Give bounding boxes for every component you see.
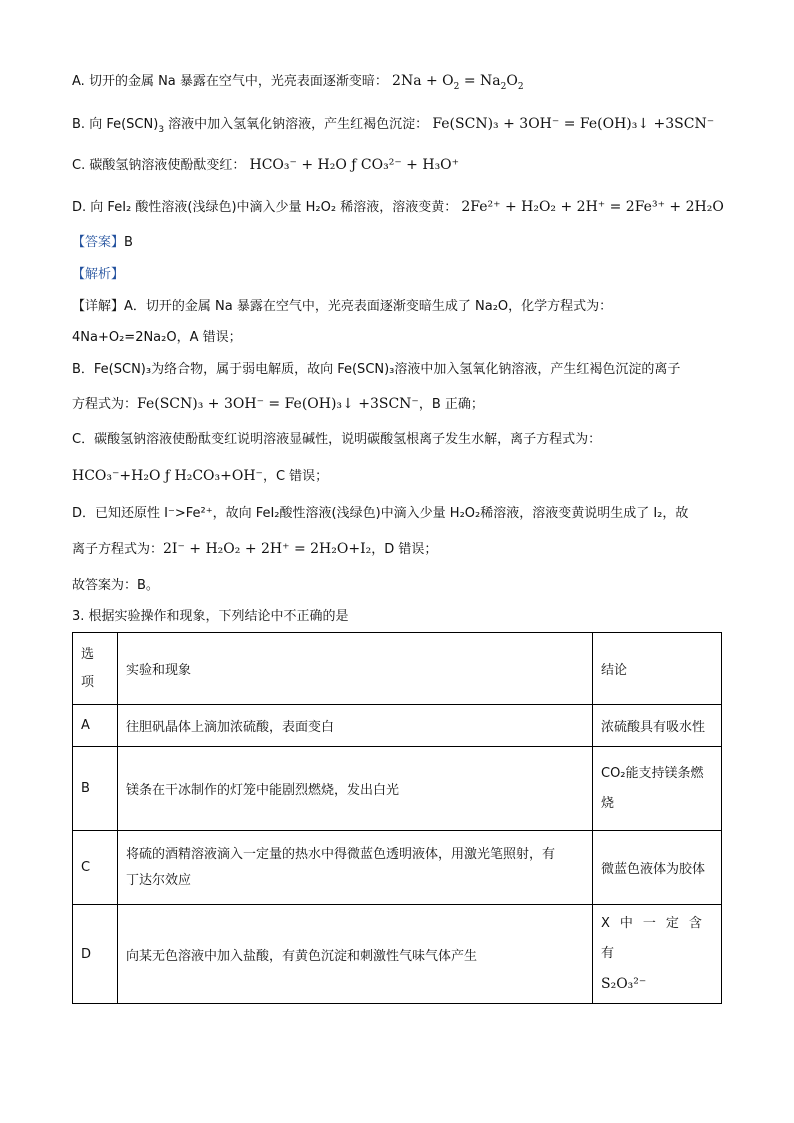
option-d-text: 向 FeI₂ 酸性溶液(浅绿色)中滴入少量 H₂O₂ 稀溶液，溶液变黄： <box>90 200 458 215</box>
table-header-row <box>73 633 722 705</box>
row-c-option: C <box>73 831 118 905</box>
answer-tag: 【答案】 <box>72 235 125 250</box>
explanation-b-line1: B．Fe(SCN)₃为络合物，属于弱电解质，故向 Fe(SCN)₃溶液中加入氢氧化钠溶液，产生红褐色沉淀的离子 <box>72 362 681 377</box>
row-c-experiment: 将硫的酒精溶液滴入一定量的热水中得微蓝色透明液体，用激光笔照射，有 丁达尔效应 <box>118 831 593 905</box>
row-a-option: A <box>73 705 118 747</box>
explanation-a-line1: 【详解】A．切开的金属 Na 暴露在空气中，光亮表面逐渐变暗生成了 Na₂O，化学方程式为： <box>72 299 613 314</box>
explanation-d-line1: D．已知还原性 I⁻>Fe²⁺，故向 FeI₂酸性溶液(浅绿色)中滴入少量 H₂O₂稀溶液，溶液变黄说明生成了 I₂，故 <box>72 506 689 521</box>
header-experiment: 实验和现象 <box>118 633 593 705</box>
table-row <box>73 831 722 905</box>
explanation-d-equation: 2I⁻ + H₂O₂ + 2H⁺ = 2H₂O+I₂ <box>163 541 372 557</box>
option-c-label: C. <box>72 158 86 173</box>
experiment-table <box>72 632 722 1004</box>
option-c-text: 碳酸氢钠溶液使酚酞变红： <box>89 158 246 173</box>
explanation-c-line1: C．碳酸氢钠溶液使酚酞变红说明溶液显碱性，说明碳酸氢根离子发生水解，离子方程式为： <box>72 432 602 447</box>
row-d-conclusion: X中一定含有 S₂O₃²⁻ <box>593 905 722 1004</box>
detail-tag: 【详解】 <box>72 299 125 314</box>
row-b-option: B <box>73 747 118 831</box>
row-a-conclusion: 浓硫酸具有吸水性 <box>593 705 722 747</box>
row-a-experiment: 往胆矾晶体上滴加浓硫酸，表面变白 <box>118 705 593 747</box>
option-b-label: B. <box>72 117 86 132</box>
option-b <box>72 115 714 139</box>
row-d-option: D <box>73 905 118 1004</box>
question-3-stem: 3. 根据实验操作和现象，下列结论中不正确的是 <box>72 609 349 624</box>
table-row <box>73 705 722 747</box>
explanation-d-line2: 离子方程式为：2I⁻ + H₂O₂ + 2H⁺ = 2H₂O+I₂，D 错误； <box>72 541 438 557</box>
option-c <box>72 156 459 175</box>
analysis-tag: 【解析】 <box>72 267 125 282</box>
option-c-equation: HCO₃⁻ + H₂O ƒ CO₃²⁻ + H₃O⁺ <box>249 157 460 173</box>
option-d <box>72 198 724 217</box>
answer-line <box>72 234 133 252</box>
option-a-equation: $2Na + O_2 = Na_2O_2$ <box>392 73 524 92</box>
table-row <box>73 747 722 831</box>
analysis-line <box>72 266 124 284</box>
explanation-b-equation: Fe(SCN)₃ + 3OH⁻ = Fe(OH)₃↓ +3SCN⁻ <box>137 396 419 412</box>
explanation-c-line2: HCO₃⁻+H₂O ƒ H₂CO₃+OH⁻，C 错误； <box>72 468 329 484</box>
option-a <box>72 72 524 96</box>
explanation-a-line2: 4Na+O₂=2Na₂O，A 错误； <box>72 330 242 345</box>
answer-value: B <box>124 235 133 250</box>
row-b-experiment: 镁条在干冰制作的灯笼中能剧烈燃烧，发出白光 <box>118 747 593 831</box>
option-b-equation: Fe(SCN)₃ + 3OH⁻ = Fe(OH)₃↓ +3SCN⁻ <box>432 116 715 132</box>
option-a-text: 切开的金属 Na 暴露在空气中，光亮表面逐渐变暗： <box>88 74 388 89</box>
option-a-label: A. <box>72 74 85 89</box>
header-conclusion: 结论 <box>593 633 722 705</box>
explanation-c-equation: HCO₃⁻+H₂O ƒ H₂CO₃+OH⁻ <box>72 468 263 484</box>
option-d-label: D. <box>72 200 87 215</box>
explanation-conclusion: 故答案为：B。 <box>72 578 159 593</box>
option-b-text: 向 $Fe(SCN)_3$ 溶液中加入氢氧化钠溶液，产生红褐色沉淀： <box>89 117 429 135</box>
row-b-conclusion: CO₂能支持镁条燃 烧 <box>593 747 722 831</box>
option-d-equation: 2Fe²⁺ + H₂O₂ + 2H⁺ = 2Fe³⁺ + 2H₂O <box>461 199 724 215</box>
row-d-experiment: 向某无色溶液中加入盐酸，有黄色沉淀和刺激性气味气体产生 <box>118 905 593 1004</box>
header-option: 选项 <box>73 633 118 705</box>
row-c-conclusion: 微蓝色液体为胶体 <box>593 831 722 905</box>
table-row <box>73 905 722 1004</box>
explanation-b-line2: 方程式为：Fe(SCN)₃ + 3OH⁻ = Fe(OH)₃↓ +3SCN⁻，B 正确； <box>72 396 484 412</box>
